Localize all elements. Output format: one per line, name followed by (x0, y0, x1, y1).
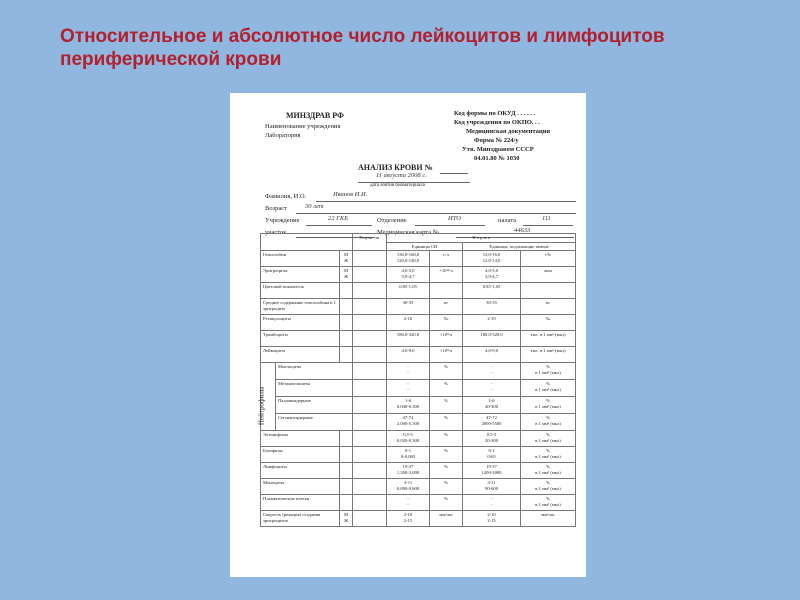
sex-marker (340, 495, 353, 511)
old-norm-unit: г% (521, 251, 576, 267)
old-norm-value: - - (463, 363, 521, 380)
result-value (353, 414, 387, 431)
sex-marker (340, 299, 353, 315)
old-norm-unit: ‰ (521, 315, 576, 331)
sex-marker: М Ж (340, 251, 353, 267)
old-norm-value: 180,0-320,0 (463, 331, 521, 347)
sex-marker (340, 347, 353, 363)
si-norm-unit: % (430, 397, 463, 414)
si-norm-unit: % (430, 363, 463, 380)
department-underline (415, 225, 485, 226)
ward-label: палата (498, 217, 517, 224)
sex-marker (340, 479, 353, 495)
result-value (353, 397, 387, 414)
old-norm-unit: мм/час (521, 511, 576, 527)
ward-value: 111 (542, 215, 551, 222)
table-row (261, 463, 576, 479)
result-value (353, 331, 387, 347)
result-value (353, 283, 387, 299)
result-value (353, 347, 387, 363)
blood-analysis-table (257, 233, 576, 527)
header-indicator-cell (261, 234, 353, 251)
laboratory-label: Лаборатория (265, 132, 301, 139)
indicator-name: Эритроциты (261, 267, 340, 283)
si-norm-value: - - (387, 380, 430, 397)
slide-title-line-1: Относительное и абсолютное число лейкоцитов и лимфоцитов (60, 26, 665, 47)
si-norm-unit: % (430, 463, 463, 479)
medical-documentation-label: Медицинская документация (466, 128, 550, 135)
header-norm: Н о р м а (387, 234, 576, 243)
si-norm-unit: % (430, 380, 463, 397)
si-norm-unit: % (430, 414, 463, 431)
result-value (353, 251, 387, 267)
si-norm-value: 1-6 0,040-0,300 (387, 397, 430, 414)
okpo-code: Код учреждения по ОКПО. . . (454, 119, 540, 126)
old-norm-value: 3-11 90-600 (463, 479, 521, 495)
patient-age: 30 лет (305, 203, 324, 210)
old-norm-unit: % в 1 мм³ (мкл) (521, 431, 576, 447)
old-norm-unit: % в 1 мм³ (мкл) (521, 380, 576, 397)
si-norm-value: 3-11 0,090-0,600 (387, 479, 430, 495)
table-row (261, 397, 576, 414)
old-norm-unit: % в 1 мм³ (мкл) (521, 463, 576, 479)
table-body-other (261, 431, 576, 527)
old-norm-value: - - (463, 380, 521, 397)
si-norm-unit: пг (430, 299, 463, 315)
si-norm-value: 0-1 0-0,065 (387, 447, 430, 463)
si-norm-unit: % (430, 495, 463, 511)
indicator-name: Сегментоядерные (276, 414, 353, 431)
name-underline (316, 201, 576, 202)
result-value (353, 267, 387, 283)
si-norm-value: 47-72 2,000-5,500 (387, 414, 430, 431)
old-norm-value: 30-35 (463, 299, 521, 315)
analysis-number-underline (440, 173, 468, 174)
table-body-main (261, 251, 576, 363)
si-norm-value: 180,0-320,0 (387, 331, 430, 347)
sex-marker (340, 283, 353, 299)
indicator-name: Среднее содержание гемоглобина в 1 эритроците (261, 299, 340, 315)
si-norm-value: 0,5-5 0,020-0,300 (387, 431, 430, 447)
sex-marker (340, 463, 353, 479)
si-norm-unit: % (430, 431, 463, 447)
institution-label: Наименование учреждения (265, 123, 341, 130)
old-norm-unit: % в 1 мм³ (мкл) (521, 363, 576, 380)
form-number: Форма № 224/у (474, 137, 519, 144)
sex-marker (340, 315, 353, 331)
institution-value: 22 ГКБ (328, 215, 348, 222)
result-value (353, 463, 387, 479)
indicator-name: Лейкоциты (261, 347, 340, 363)
table-body-neutrophils (257, 363, 576, 431)
si-norm-unit: ×10⁹/л (430, 347, 463, 363)
result-value (353, 479, 387, 495)
header-si-units: Единицы СИ (387, 242, 463, 251)
si-norm-unit: % (430, 447, 463, 463)
si-norm-unit (430, 283, 463, 299)
approved-date: 04.01.80 № 1030 (474, 155, 520, 162)
sex-marker: М Ж (340, 511, 353, 527)
old-norm-value: 2-10 2-15 (463, 511, 521, 527)
si-norm-value: - - (387, 363, 430, 380)
collection-date: 11 августа 2008 г. (376, 172, 427, 179)
si-norm-value: - - (387, 495, 430, 511)
age-underline (296, 213, 576, 214)
sex-marker (340, 331, 353, 347)
neutrophils-group-cell (257, 363, 276, 431)
old-norm-unit: % в 1 мм³ (мкл) (521, 495, 576, 511)
indicator-name: Моноциты (261, 479, 340, 495)
result-value (353, 299, 387, 315)
table-row (261, 251, 576, 267)
result-value (353, 363, 387, 380)
result-value (353, 315, 387, 331)
indicator-name: Ретикулоциты (261, 315, 340, 331)
table-row (261, 479, 576, 495)
result-value (353, 447, 387, 463)
si-norm-unit: ×10¹²/л (430, 267, 463, 283)
sex-marker: М Ж (340, 267, 353, 283)
old-norm-value: 4,0-9,0 (463, 347, 521, 363)
ministry-label: МИНЗДРАВ РФ (286, 111, 344, 120)
table-row (261, 495, 576, 511)
indicator-name: Гемоглобин (261, 251, 340, 267)
si-norm-value: 130,0-160,0 120,0-140,0 (387, 251, 430, 267)
si-norm-value: 4,0-9,0 (387, 347, 430, 363)
table-row (261, 331, 576, 347)
old-norm-unit: % в 1 мм³ (мкл) (521, 447, 576, 463)
result-value (353, 511, 387, 527)
si-norm-unit: ×10⁹/л (430, 331, 463, 347)
table-row (261, 363, 576, 380)
approved-by: Утв. Минздравом СССР (462, 146, 534, 153)
old-norm-unit (521, 283, 576, 299)
si-norm-value: 4,0-5,0 3,9-4,7 (387, 267, 430, 283)
name-label: Фамилия, И.О. (265, 193, 307, 200)
table-header-row (261, 234, 576, 243)
date-caption: дата взятия биоматериала (370, 183, 425, 188)
si-norm-value: 0,85-1,05 (387, 283, 430, 299)
indicator-name: Палочкоядерные (276, 397, 353, 414)
table-row (261, 299, 576, 315)
header-result: Резуль-тат (353, 234, 387, 251)
result-value (353, 431, 387, 447)
si-norm-value: 2-10 2-15 (387, 511, 430, 527)
indicator-name: Скорость (реакция) оседания эритроцитов (261, 511, 340, 527)
old-norm-unit: % в 1 мм³ (мкл) (521, 397, 576, 414)
header-old-units: Единицы, подлежащие замене (463, 242, 576, 251)
old-norm-value: 0-1 0-65 (463, 447, 521, 463)
department-label: Отделение (377, 217, 407, 224)
indicator-name: Цветовой показатель (261, 283, 340, 299)
si-norm-value: 19-37 1,200-3,000 (387, 463, 430, 479)
patient-name: Иванов И.И. (333, 191, 368, 198)
indicator-name: Метамиелоциты (276, 380, 353, 397)
plot-label: участок (265, 229, 287, 236)
old-norm-value: 19-37 1200-3000 (463, 463, 521, 479)
si-norm-unit: ‰ (430, 315, 463, 331)
si-norm-unit: г/л (430, 251, 463, 267)
old-norm-value: 1-6 40-300 (463, 397, 521, 414)
old-norm-value: 0,5-5 20-300 (463, 431, 521, 447)
blood-test-form (230, 93, 586, 577)
indicator-name: Плазматические клетки (261, 495, 340, 511)
table-row (261, 315, 576, 331)
form-title: АНАЛИЗ КРОВИ № (358, 163, 433, 172)
old-norm-value: 13,0-16,0 12,0-14,0 (463, 251, 521, 267)
slide-title (60, 25, 780, 71)
table-row (261, 431, 576, 447)
si-norm-value: 2-10 (387, 315, 430, 331)
medical-card-number: 44633 (514, 227, 531, 234)
old-norm-unit: тыс. в 1 мм³ (мкл) (521, 347, 576, 363)
old-norm-value: - - (463, 495, 521, 511)
age-label: Возраст (265, 205, 288, 212)
indicator-name: Базофилы (261, 447, 340, 463)
old-norm-value: 4,0-5,0 3,9-4,7 (463, 267, 521, 283)
ward-underline (523, 225, 573, 226)
si-norm-unit: мм/час (430, 511, 463, 527)
table-row (261, 283, 576, 299)
table-row (261, 347, 576, 363)
indicator-name: Лимфоциты (261, 463, 340, 479)
sex-marker (340, 431, 353, 447)
table-row (261, 267, 576, 283)
table-row (261, 380, 576, 397)
old-norm-unit: % в 1 мм³ (мкл) (521, 414, 576, 431)
institution-underline (306, 225, 372, 226)
old-norm-unit: % в 1 мм³ (мкл) (521, 479, 576, 495)
old-norm-unit: пг (521, 299, 576, 315)
medical-card-label: Медицинская карта № (377, 229, 439, 236)
indicator-name: Эозинофилы (261, 431, 340, 447)
indicator-name: Тромбоциты (261, 331, 340, 347)
table-row (261, 414, 576, 431)
neutrophils-label: Нейтрофилы (257, 386, 266, 426)
slide-title-line-2: периферической крови (60, 49, 282, 70)
si-norm-value: 30-35 (387, 299, 430, 315)
sex-marker (340, 447, 353, 463)
old-norm-value: 0,85-1,05 (463, 283, 521, 299)
indicator-name: Миелоциты (276, 363, 353, 380)
institution-field-label: Учреждение (265, 217, 300, 224)
result-value (353, 495, 387, 511)
old-norm-unit: тыс. в 1 мм³ (мкл) (521, 331, 576, 347)
old-norm-value: 2-10 (463, 315, 521, 331)
department-value: ИТО (448, 215, 462, 222)
old-norm-unit: млн (521, 267, 576, 283)
table-row (261, 447, 576, 463)
okud-code: Код формы по ОКУД . . . . . . (454, 110, 536, 117)
si-norm-unit: % (430, 479, 463, 495)
result-value (353, 380, 387, 397)
table-row (261, 511, 576, 527)
old-norm-value: 47-72 2000-5500 (463, 414, 521, 431)
